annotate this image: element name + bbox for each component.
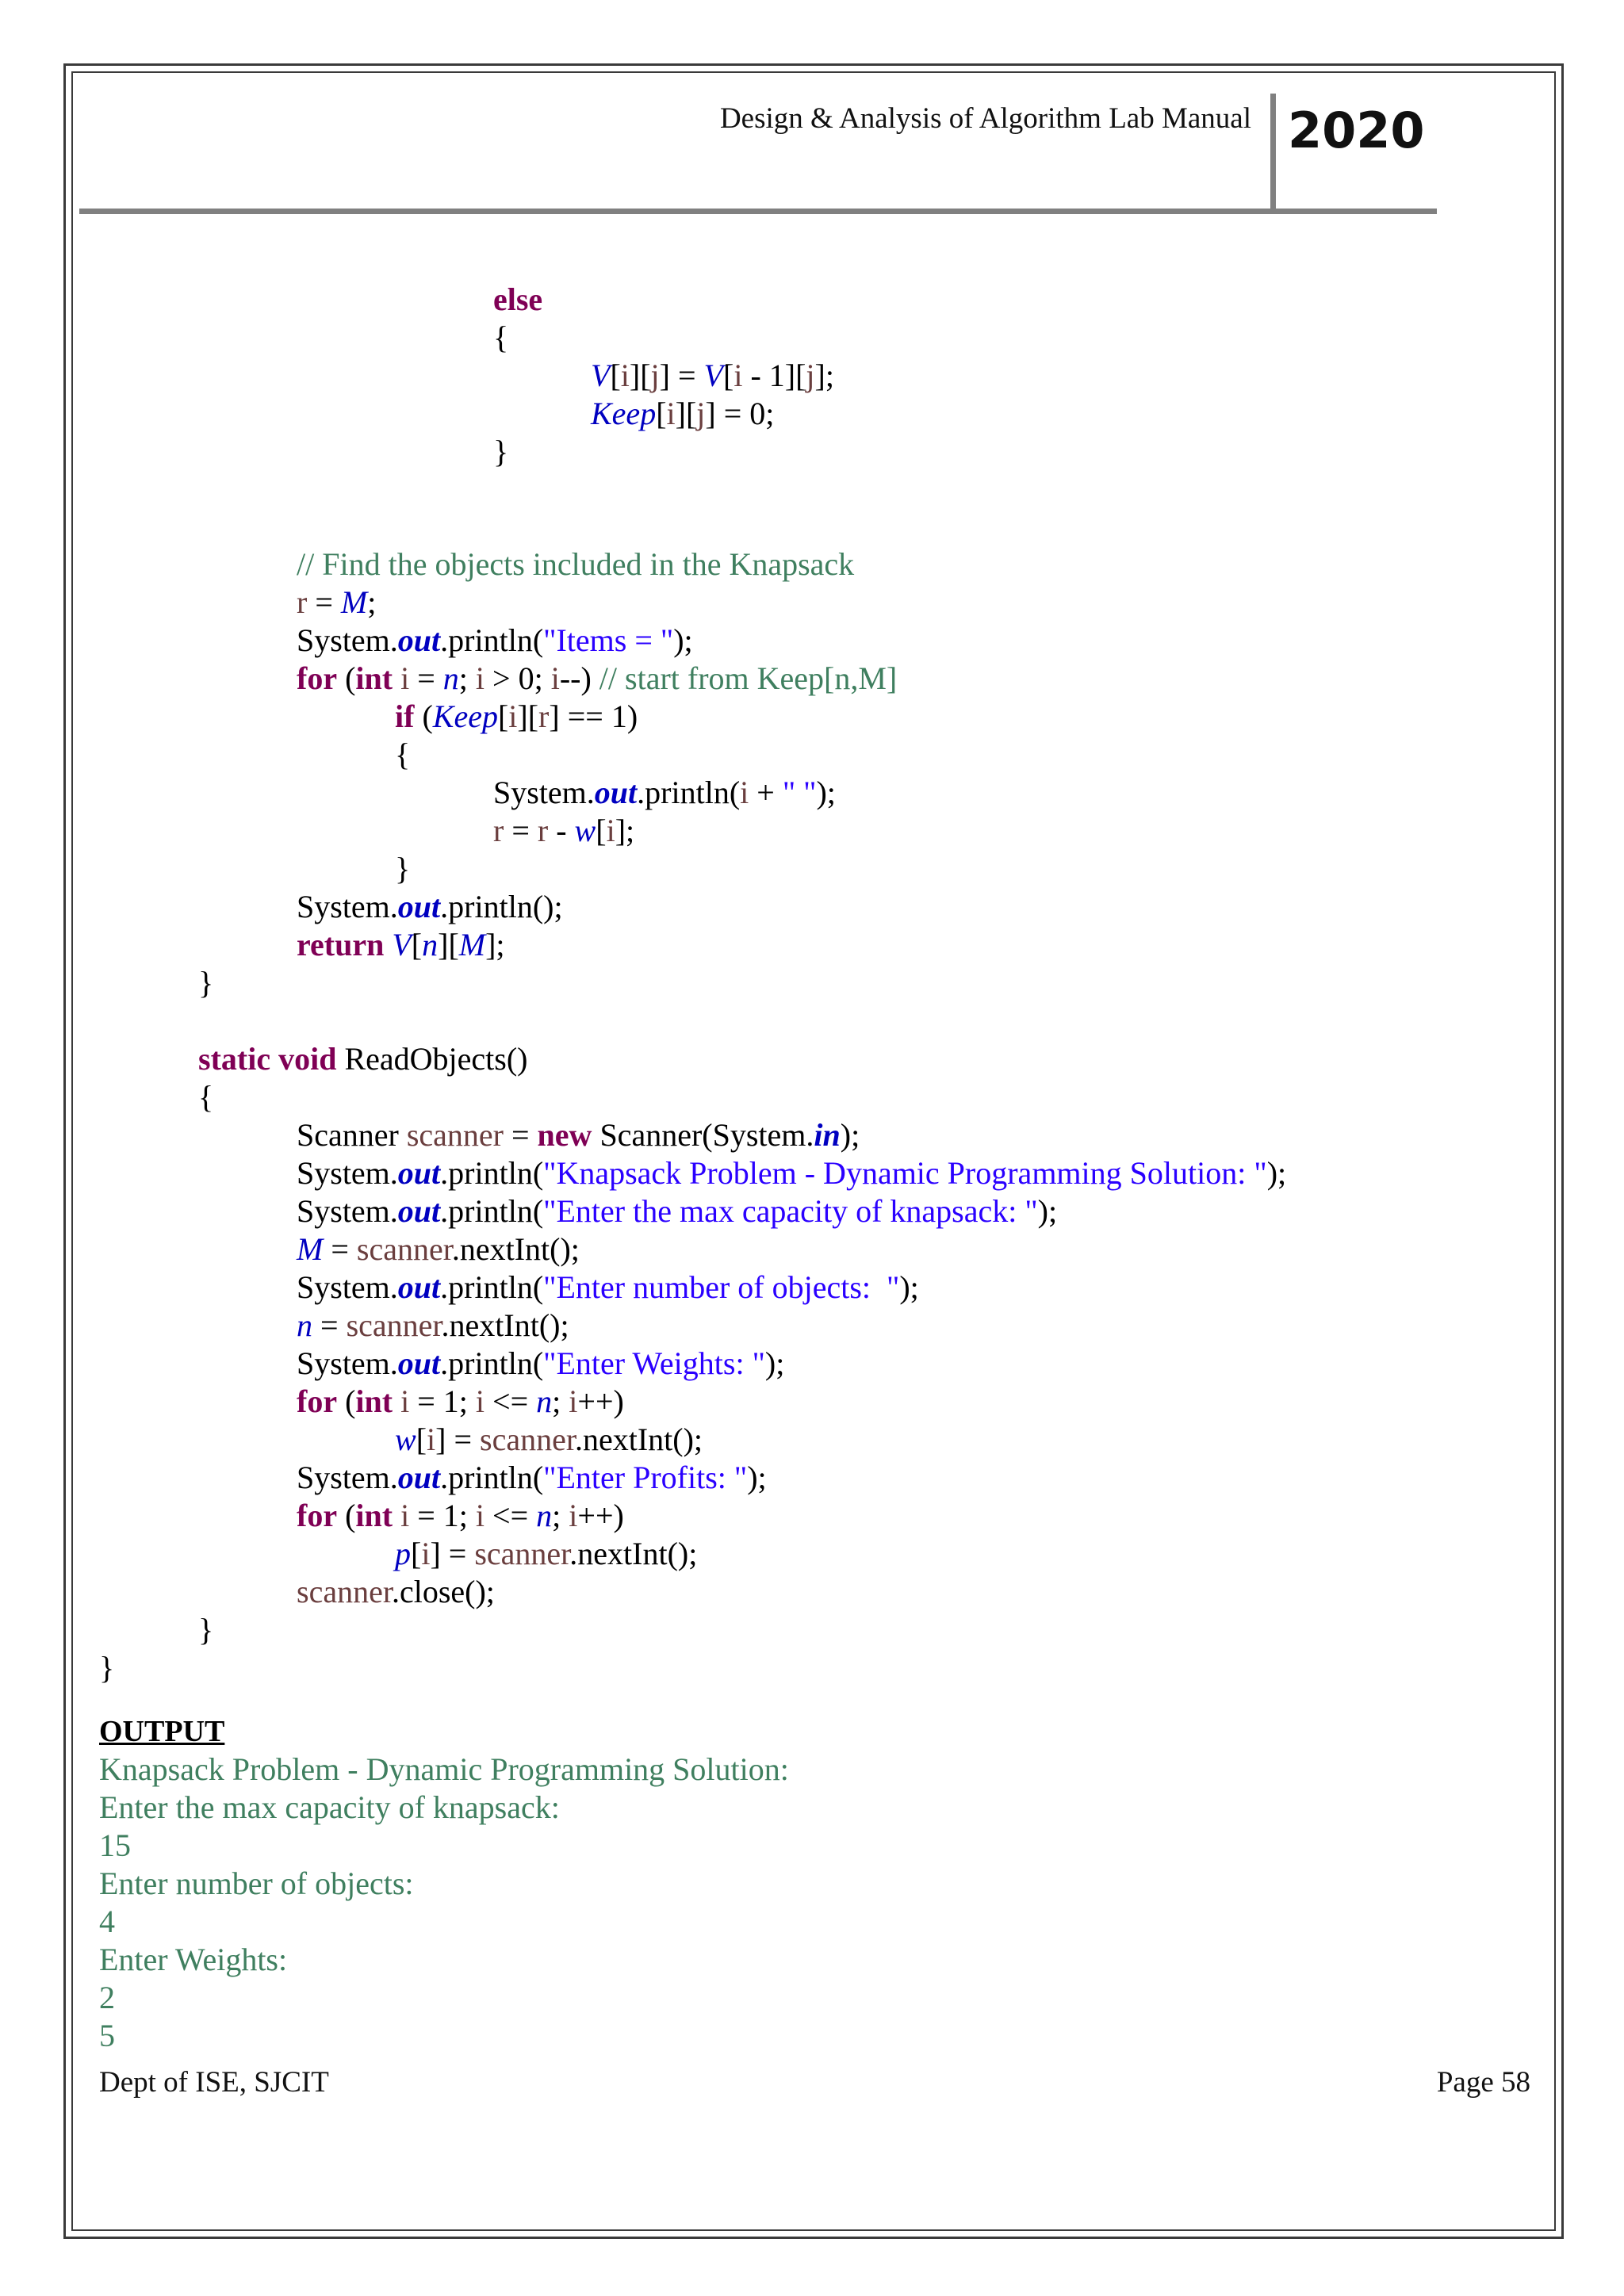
output-heading: OUTPUT [99, 1715, 225, 1748]
footer-dept: Dept of ISE, SJCIT [99, 2066, 329, 2099]
header-title: Design & Analysis of Algorithm Lab Manual [719, 102, 1251, 135]
code-line: } [99, 1650, 115, 1686]
header-divider-vertical [1270, 94, 1276, 212]
header-year: 2020 [1288, 101, 1425, 159]
code-line: else [493, 281, 543, 317]
output-line: 4 [99, 1904, 115, 1939]
code-line: } [493, 434, 509, 469]
code-line: System.out.println("Knapsack Problem - Dynamic Programming Solution: "); [297, 1155, 1287, 1191]
code-line: p[i] = scanner.nextInt(); [395, 1536, 698, 1571]
code-line: scanner.close(); [297, 1574, 495, 1609]
code-line: M = scanner.nextInt(); [297, 1231, 580, 1267]
code-line: r = M; [297, 584, 377, 620]
output-line: Enter number of objects: [99, 1866, 414, 1901]
code-line: } [198, 1612, 214, 1647]
header-divider-horizontal [79, 209, 1437, 214]
code-line: System.out.println("Enter Profits: "); [297, 1460, 767, 1495]
code-line: Scanner scanner = new Scanner(System.in); [297, 1117, 860, 1153]
output-line: 5 [99, 2018, 115, 2053]
code-line: r = r - w[i]; [493, 813, 635, 848]
code-line: V[i][j] = V[i - 1][j]; [591, 358, 834, 393]
code-line: { [493, 320, 509, 355]
code-line: for (int i = 1; i <= n; i++) [297, 1383, 624, 1419]
output-line: Enter the max capacity of knapsack: [99, 1789, 560, 1825]
code-line: System.out.println("Enter number of objects: "); [297, 1269, 919, 1305]
output-line: Enter Weights: [99, 1942, 288, 1977]
code-line: static void ReadObjects() [198, 1041, 528, 1077]
code-line: if (Keep[i][r] == 1) [395, 698, 638, 734]
output-line: Knapsack Problem - Dynamic Programming Solution: [99, 1751, 789, 1787]
code-line: System.out.println(); [297, 889, 563, 924]
code-line: System.out.println("Items = "); [297, 622, 693, 658]
code-line: for (int i = 1; i <= n; i++) [297, 1498, 624, 1533]
code-line: w[i] = scanner.nextInt(); [395, 1422, 703, 1457]
code-comment: // Find the objects included in the Knapsack [297, 546, 855, 582]
code-line: return V[n][M]; [297, 927, 505, 962]
code-line: n = scanner.nextInt(); [297, 1307, 569, 1343]
code-line: { [198, 1079, 214, 1115]
code-line: for (int i = n; i > 0; i--) // start from Keep[n,M] [297, 660, 898, 696]
code-line: } [395, 851, 411, 886]
code-line: System.out.println("Enter the max capacity of knapsack: "); [297, 1193, 1058, 1229]
footer-page-number: Page 58 [1436, 2066, 1530, 2099]
code-line: System.out.println(i + " "); [493, 775, 836, 810]
code-line: Keep[i][j] = 0; [591, 396, 775, 431]
code-line: } [198, 965, 214, 1001]
output-line: 15 [99, 1827, 131, 1863]
output-line: 2 [99, 1980, 115, 2015]
code-line: System.out.println("Enter Weights: "); [297, 1345, 785, 1381]
code-line: { [395, 737, 411, 772]
